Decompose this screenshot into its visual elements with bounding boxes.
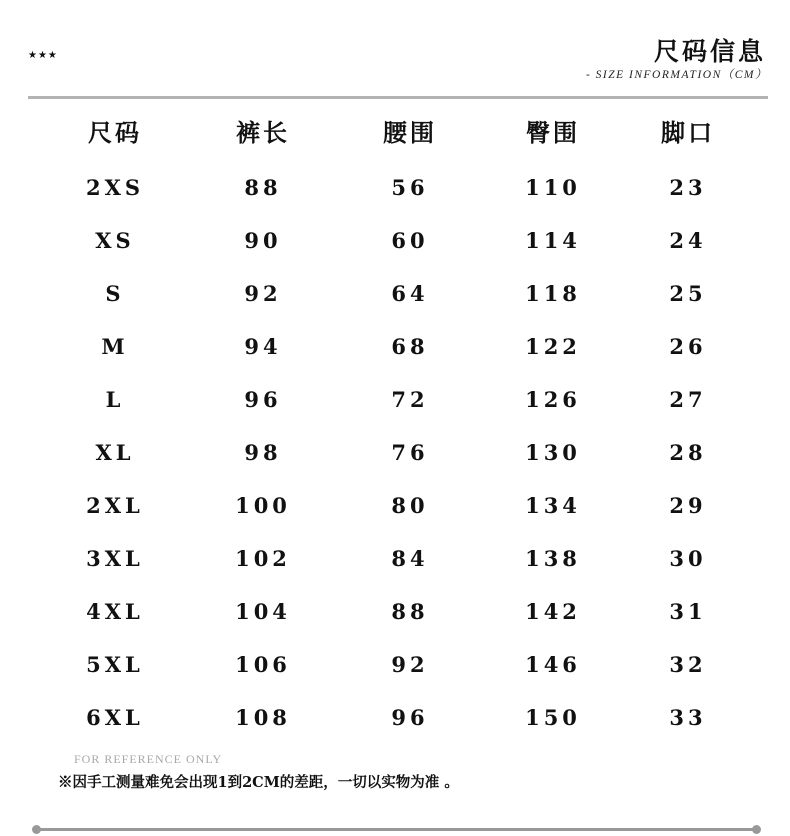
cell-size: XL — [95, 440, 135, 465]
cell-length: 92 — [244, 281, 282, 306]
bottom-divider — [36, 828, 758, 831]
cell-size: 2XL — [86, 493, 144, 518]
column-header-size: 尺码 — [88, 118, 142, 147]
cell-leg-opening: 27 — [669, 387, 707, 412]
cell-size: 5XL — [86, 652, 144, 677]
cell-waist: 76 — [391, 440, 429, 465]
cell-size: 3XL — [86, 546, 144, 571]
table-row — [0, 433, 790, 473]
cell-length: 102 — [235, 546, 291, 571]
cell-hip: 110 — [525, 175, 581, 200]
cell-hip: 134 — [525, 493, 581, 518]
table-row — [0, 698, 790, 738]
cell-waist: 96 — [391, 705, 429, 730]
cell-leg-opening: 31 — [669, 599, 707, 624]
cell-length: 100 — [235, 493, 291, 518]
table-header — [0, 113, 790, 153]
cell-hip: 118 — [525, 281, 581, 306]
page-title: 尺码信息 — [653, 37, 766, 66]
cell-hip: 138 — [525, 546, 581, 571]
table-row — [0, 645, 790, 685]
cell-leg-opening: 26 — [669, 334, 707, 359]
cell-hip: 130 — [525, 440, 581, 465]
cell-size: S — [105, 281, 125, 306]
table-row — [0, 168, 790, 208]
cell-hip: 114 — [525, 228, 581, 253]
reference-label: FOR REFERENCE ONLY — [74, 752, 223, 766]
table-row — [0, 327, 790, 367]
cell-waist: 60 — [391, 228, 429, 253]
cell-size: XS — [95, 228, 135, 253]
table-row — [0, 592, 790, 632]
cell-leg-opening: 28 — [669, 440, 707, 465]
cell-size: 4XL — [86, 599, 144, 624]
cell-hip: 122 — [525, 334, 581, 359]
cell-leg-opening: 23 — [669, 175, 707, 200]
cell-length: 108 — [235, 705, 291, 730]
cell-waist: 84 — [391, 546, 429, 571]
cell-leg-opening: 30 — [669, 546, 707, 571]
cell-waist: 88 — [391, 599, 429, 624]
cell-waist: 80 — [391, 493, 429, 518]
column-header-hip: 臀围 — [526, 118, 580, 147]
cell-leg-opening: 33 — [669, 705, 707, 730]
cell-waist: 68 — [391, 334, 429, 359]
cell-hip: 150 — [525, 705, 581, 730]
table-row — [0, 274, 790, 314]
cell-length: 104 — [235, 599, 291, 624]
cell-size: L — [105, 387, 125, 412]
page-subtitle: - SIZE INFORMATION（CM） — [585, 69, 768, 81]
cell-size: 6XL — [86, 705, 144, 730]
cell-length: 106 — [235, 652, 291, 677]
cell-length: 88 — [244, 175, 282, 200]
cell-length: 98 — [244, 440, 282, 465]
cell-size: M — [101, 334, 129, 359]
cell-size: 2XS — [85, 175, 145, 200]
cell-leg-opening: 25 — [669, 281, 707, 306]
cell-length: 96 — [244, 387, 282, 412]
divider-dot-left — [32, 825, 41, 834]
stars-decoration: ★★★ — [28, 50, 58, 61]
cell-waist: 92 — [391, 652, 429, 677]
measurement-note: ※因手工测量难免会出现1到2CM的差距，一切以实物为准 。 — [58, 774, 459, 791]
cell-waist: 56 — [391, 175, 429, 200]
table-row — [0, 380, 790, 420]
column-header-length: 裤长 — [236, 118, 290, 147]
table-row — [0, 486, 790, 526]
cell-length: 90 — [244, 228, 282, 253]
cell-waist: 64 — [391, 281, 429, 306]
column-header-leg-opening: 脚口 — [661, 118, 715, 147]
cell-hip: 142 — [525, 599, 581, 624]
table-row — [0, 539, 790, 579]
column-header-waist: 腰围 — [383, 118, 437, 147]
cell-leg-opening: 29 — [669, 493, 707, 518]
cell-leg-opening: 24 — [669, 228, 707, 253]
table-row — [0, 221, 790, 261]
top-divider — [28, 96, 768, 99]
cell-leg-opening: 32 — [669, 652, 707, 677]
cell-hip: 146 — [525, 652, 581, 677]
cell-waist: 72 — [391, 387, 429, 412]
cell-hip: 126 — [525, 387, 581, 412]
divider-dot-right — [752, 825, 761, 834]
cell-length: 94 — [244, 334, 282, 359]
